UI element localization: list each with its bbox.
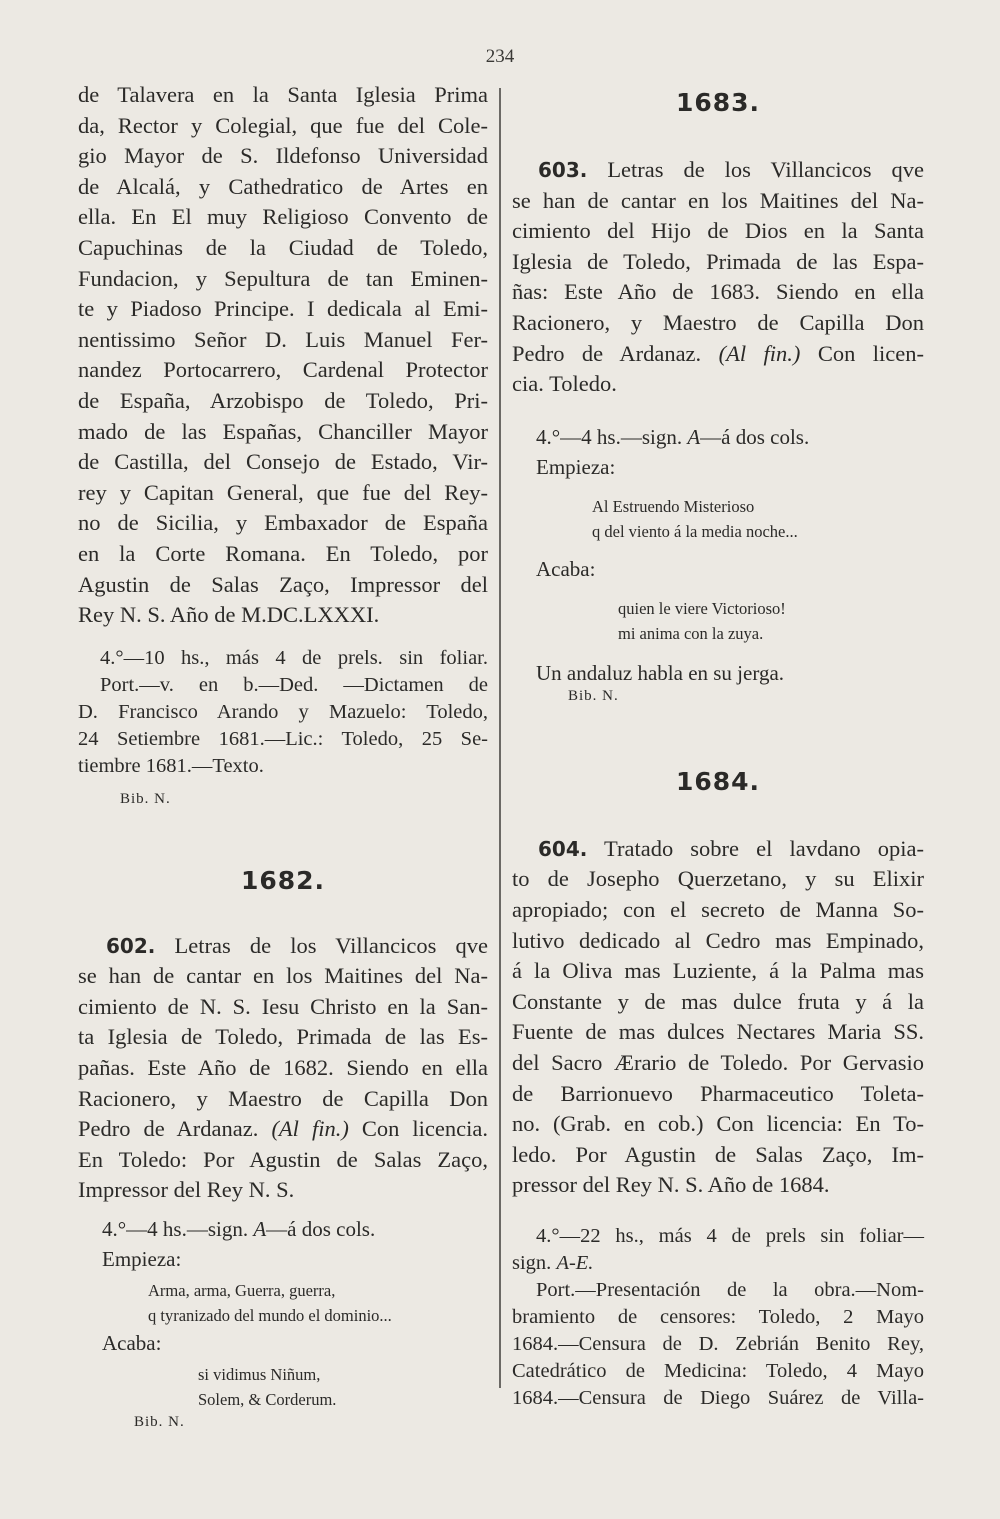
text-line: de Alcalá, y Cathedratico de Artes en [78, 173, 488, 199]
text-fragment: 4.°—4 hs.—sign. [536, 424, 683, 449]
quote-line: Arma, arma, Guerra, guerra, [148, 1281, 336, 1301]
entry-603 [512, 155, 924, 705]
bib-reference: Bib. N. [134, 1414, 185, 1431]
text-line: ñas: Este Año de 1683. Siendo en ella [512, 279, 924, 305]
text-line: de Barrionuevo Pharmaceutico Toleta- [512, 1080, 924, 1106]
quote-line: q tyranizado del mundo el dominio... [148, 1306, 392, 1326]
quote-line: mi anima con la zuya. [618, 623, 764, 643]
text-line: mado de las Españas, Chanciller Mayor [78, 418, 488, 444]
text-line [512, 339, 924, 370]
text-line: da, Rector y Colegial, que fue del Cole- [78, 112, 488, 138]
italic-fragment: (Al fin.) [718, 340, 801, 366]
text-line: cimiento de N. S. Iesu Christo en la San- [78, 993, 488, 1019]
text-line: ta Iglesia de Toledo, Primada de las Es- [78, 1024, 488, 1050]
entry-first-line [512, 155, 924, 186]
quote-line: quien le viere Victorioso! [618, 598, 786, 618]
quote-start [78, 1278, 488, 1328]
format-line [78, 1214, 488, 1244]
text-line [512, 1250, 924, 1277]
text-line: no. (Grab. en cob.) Con licencia: En To- [512, 1111, 924, 1137]
text-line: lutivo dedicado al Cedro mas Empinado, [512, 927, 924, 953]
text-line: pressor del Rey N. S. Año de 1684. [512, 1172, 830, 1198]
text-line: Catedrático de Medicina: Toledo, 4 Mayo [512, 1359, 924, 1382]
text-line: se han de cantar en los Maitines del Na- [78, 963, 488, 989]
text-line: Fuente de mas dulces Nectares Maria SS. [512, 1019, 924, 1045]
text-line: Capuchinas de la Ciudad de Toledo, [78, 234, 488, 260]
text-line: apropiado; con el secreto de Manna So- [512, 896, 924, 922]
text-line: en la Corte Romana. En Toledo, por [78, 540, 488, 566]
text-line: nandez Portocarrero, Cardenal Protector [78, 357, 488, 383]
text-fragment: Pedro de Ardanaz. [512, 340, 702, 366]
text-line: Iglesia de Toledo, Primada de las Espa- [512, 248, 924, 274]
entry-602 [78, 931, 488, 1431]
entry-number: 603. [538, 158, 588, 182]
text-line: Port.—Presentación de la obra.—Nom- [536, 1278, 924, 1301]
text-line: En Toledo: Por Agustin de Salas Zaço, [78, 1146, 488, 1172]
bib-reference: Bib. N. [120, 790, 171, 807]
text-fragment: Con licen- [817, 340, 925, 366]
physical-description [512, 1223, 924, 1412]
entry-text: Letras de los Villancicos qve [607, 157, 924, 182]
text-line: 24 Setiembre 1681.—Lic.: Toledo, 25 Se- [78, 727, 488, 750]
text-line: Impressor del Rey N. S. [78, 1177, 295, 1203]
text-line: cimiento del Hijo de Dios en la Santa [512, 218, 924, 244]
text-line: de España, Arzobispo de Toledo, Pri- [78, 387, 488, 413]
text-line: de Castilla, del Consejo de Estado, Vir- [78, 449, 488, 475]
bib-reference: Bib. N. [568, 687, 619, 704]
quote-line: si vidimus Niñum, [198, 1365, 321, 1385]
entry-first-line [78, 931, 488, 962]
italic-fragment: A [687, 424, 701, 449]
quote-line: Solem, & Corderum. [198, 1390, 337, 1410]
text-line: tiembre 1681.—Texto. [78, 754, 264, 777]
acaba-label: Acaba: [536, 556, 596, 581]
empieza-label: Empieza: [102, 1247, 182, 1272]
text-fragment: Con licencia. [361, 1116, 489, 1142]
year-heading-1683: 1683. [675, 88, 761, 117]
entry-604 [512, 834, 924, 1412]
entry-text: Tratado sobre el lavdano opia- [604, 835, 924, 861]
physical-description-cont [78, 699, 488, 780]
physical-description [78, 645, 488, 699]
entry-number: 604. [538, 836, 588, 861]
text-line: ledo. Por Agustin de Salas Zaço, Im- [512, 1141, 924, 1167]
quote-line: q del viento á la media noche... [592, 521, 798, 541]
quote-end [512, 596, 924, 646]
text-line: Racionero, y Maestro de Capilla Don [512, 309, 924, 335]
text-fragment: 4.°—4 hs.—sign. [102, 1217, 249, 1242]
entry-text: Letras de los Villancicos qve [174, 932, 488, 958]
text-line: 4.°—10 hs., más 4 de prels. sin foliar. [100, 646, 488, 669]
year-heading-1682: 1682. [240, 865, 326, 895]
text-line: cia. Toledo. [512, 371, 617, 397]
text-line: Racionero, y Maestro de Capilla Don [78, 1085, 488, 1111]
text-line: to de Josepho Querzetano, y su Elixir [512, 866, 924, 892]
entry-number: 602. [106, 933, 156, 958]
text-line: 4.°—22 hs., más 4 de prels sin foliar— [536, 1224, 924, 1247]
text-fragment: —á dos cols. [700, 424, 810, 449]
text-line: nentissimo Señor D. Luis Manuel Fer- [78, 326, 488, 352]
text-line [78, 1114, 488, 1145]
text-line: Constante y de mas dulce fruta y á la [512, 988, 924, 1014]
italic-fragment: A-E. [556, 1251, 594, 1274]
text-line: de Talavera en la Santa Iglesia Prima [78, 82, 488, 107]
format-line [512, 422, 924, 452]
text-line: Fundacion, y Sepultura de tan Eminen- [78, 265, 488, 291]
text-line: rey y Capitan General, que fue del Rey- [78, 479, 488, 505]
year-heading-1684: 1684. [675, 766, 761, 796]
text-line: 1684.—Censura de Diego Suárez de Villa- [512, 1386, 924, 1409]
column-divider [499, 88, 501, 1388]
text-line: 1684.—Censura de D. Zebrián Benito Rey, [512, 1332, 924, 1355]
text-line: gio Mayor de S. Ildefonso Universidad [78, 143, 488, 169]
text-fragment: sign. [512, 1251, 552, 1274]
text-fragment: Pedro de Ardanaz. [78, 1116, 259, 1142]
text-fragment: —á dos cols. [266, 1217, 376, 1242]
empieza-label: Empieza: [536, 454, 616, 479]
text-line: á la Oliva mas Luziente, á la Palma mas [512, 958, 924, 984]
text-line: pañas. Este Año de 1682. Siendo en ella [78, 1055, 488, 1081]
text-line: Agustin de Salas Zaço, Impressor del [78, 571, 488, 597]
text-line: Rey N. S. Año de M.DC.LXXXI. [78, 602, 380, 628]
text-line: no de Sicilia, y Embaxador de España [78, 510, 488, 536]
right-column [512, 80, 924, 1412]
text-line: Port.—v. en b.—Ded. —Dictamen de [100, 673, 488, 696]
text-line: ella. En El muy Religioso Convento de [78, 204, 488, 230]
text-line: D. Francisco Arando y Mazuelo: Toledo, [78, 700, 488, 723]
entry-note: Un andaluz habla en su jerga. [536, 660, 785, 685]
entry-first-line [512, 834, 924, 865]
text-line: se han de cantar en los Maitines del Na- [512, 187, 924, 213]
quote-end [78, 1362, 488, 1412]
page-number: 234 [485, 46, 515, 67]
italic-fragment: (Al fin.) [271, 1116, 349, 1142]
italic-fragment: A [253, 1217, 267, 1242]
acaba-label: Acaba: [102, 1331, 162, 1356]
text-line: bramiento de censores: Toledo, 2 Mayo [512, 1305, 924, 1328]
text-line: del Sacro Ærario de Toledo. Por Gervasio [512, 1049, 924, 1075]
quote-line: Al Estruendo Misterioso [592, 496, 755, 516]
left-column [78, 80, 488, 1431]
continuation-text [78, 80, 488, 631]
text-line: te y Piadoso Principe. I dedicala al Emi- [78, 296, 488, 322]
quote-start [512, 494, 924, 544]
